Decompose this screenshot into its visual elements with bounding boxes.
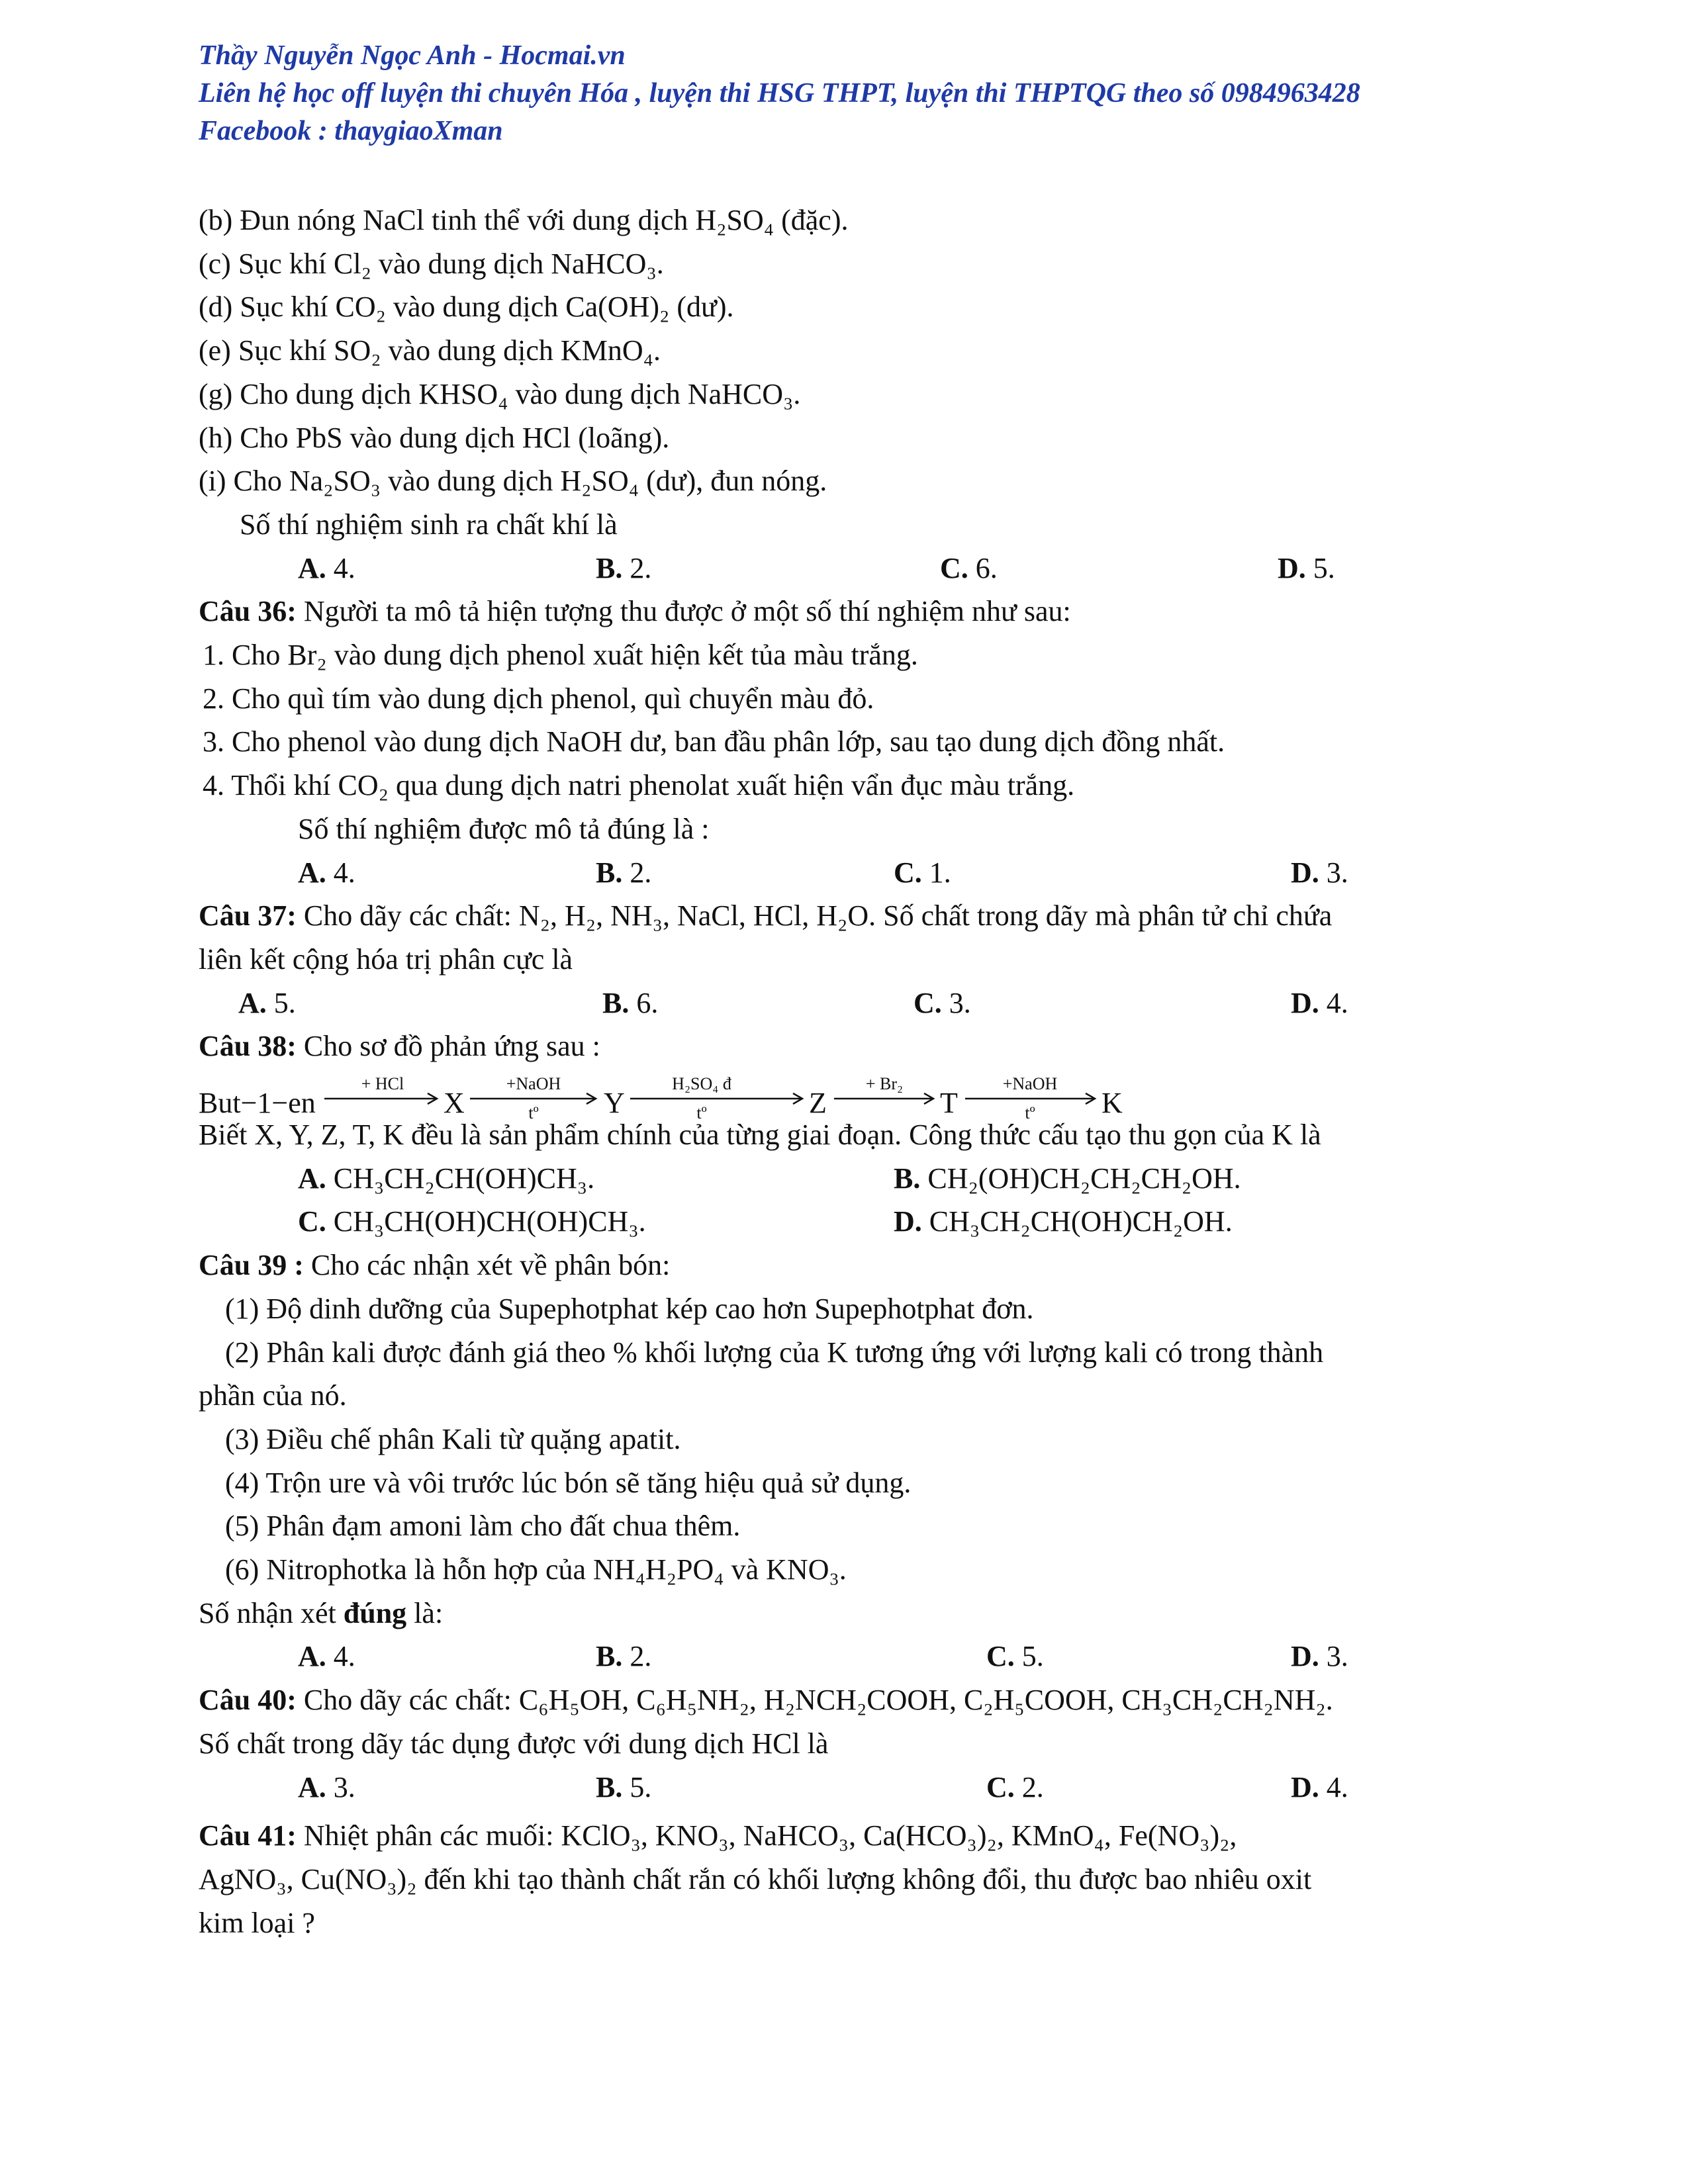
q36-item: 3. Cho phenol vào dung dịch NaOH dư, ban đầu phân lớp, sau tạo dung dịch đồng nhất. [203,725,1225,758]
q35-options [199,547,1516,590]
option-c: C. 3. [914,986,971,1019]
option-d: D. 3. [1291,856,1348,889]
q36-item: 4. Thổi khí CO₂ qua dung dịch natri phenolat xuất hiện vẩn đục màu trắng. [203,769,1075,802]
page-header [199,37,1562,150]
q36-stem: Câu 36: Người ta mô tả hiện tượng thu được ở một số thí nghiệm như sau: [199,595,1071,628]
q36-item: 1. Cho Br₂ vào dung dịch phenol xuất hiện kết tủa màu trắng. [203,639,918,672]
q39-item: (6) Nitrophotka là hỗn hợp của NH₄H₂PO₄ và KNO₃. [225,1553,847,1586]
option-c: C. 5. [986,1640,1044,1673]
q38-stem: Câu 38: Cho sơ đồ phản ứng sau : [199,1030,600,1063]
q35-item: (h) Cho PbS vào dung dịch HCl (loãng). [199,421,670,454]
reaction-arrow [833,1068,939,1121]
option-b: B. 5. [596,1770,652,1803]
q39-item: (2) Phân kali được đánh giá theo % khối lượng của K tương ứng với lượng kali có trong thành [225,1336,1324,1369]
q37-options [199,981,1516,1025]
species-y: Y [604,1087,625,1120]
q41-stem-end: kim loại ? [199,1906,315,1939]
option-c: C. 2. [986,1770,1044,1803]
species-k: K [1102,1087,1123,1120]
q40-stem-cont: Số chất trong dãy tác dụng được với dung dịch HCl là [199,1727,829,1760]
q39-item: (4) Trộn ure và vôi trước lúc bón sẽ tăng hiệu quả sử dụng. [225,1466,912,1499]
option-d: D. CH₃CH₂CH(OH)CH₂OH. [894,1205,1233,1238]
arrow-condition: tº [1025,1103,1035,1122]
option-c: C. 6. [940,551,998,584]
option-b: B. 6. [602,986,659,1019]
q35-item: (d) Sục khí CO₂ vào dung dịch Ca(OH)₂ (dư). [199,291,734,324]
document-body [199,199,1516,1944]
arrow-reagent: + HCl [361,1074,404,1094]
q40-stem: Câu 40: Cho dãy các chất: C₆H₅OH, C₆H₅NH₂, H₂NCH₂COOH, C₂H₅COOH, CH₃CH₂CH₂NH₂. [199,1684,1333,1717]
species-z: Z [809,1087,827,1120]
q35-question: Số thí nghiệm sinh ra chất khí là [240,508,618,541]
reaction-arrow [964,1068,1100,1121]
q39-question: Số nhận xét đúng là: [199,1596,444,1629]
q39-item: (5) Phân đạm amoni làm cho đất chua thêm. [225,1510,741,1543]
option-a: A. 4. [298,856,355,889]
q36-question: Số thí nghiệm được mô tả đúng là : [298,812,710,845]
option-a: A. CH₃CH₂CH(OH)CH₃. [298,1161,595,1195]
arrow-condition: tº [696,1103,707,1122]
option-d: D. 4. [1291,1770,1348,1803]
q35-item: (i) Cho Na₂SO₃ vào dung dịch H₂SO₄ (dư), đun nóng. [199,465,827,498]
q41-stem: Câu 41: Nhiệt phân các muối: KClO₃, KNO₃, NaHCO₃, Ca(HCO₃)₂, KMnO₄, Fe(NO₃)₂, [199,1819,1237,1852]
q39-item: (1) Độ dinh dưỡng của Supephotphat kép cao hơn Supephotphat đơn. [225,1292,1034,1325]
q40-options [199,1766,1516,1809]
arrow-reagent: +NaOH [506,1074,561,1094]
q39-stem: Câu 39 : Cho các nhận xét về phân bón: [199,1249,671,1282]
option-d: D. 3. [1291,1640,1348,1673]
q39-item-cont: phần của nó. [199,1379,347,1412]
option-d: D. 5. [1278,551,1335,584]
q35-item: (g) Cho dung dịch KHSO₄ vào dung dịch NaHCO₃. [199,377,801,410]
option-c: C. 1. [894,856,951,889]
reaction-arrow [629,1068,808,1121]
species-t: T [940,1087,958,1120]
arrow-reagent: +NaOH [1002,1074,1058,1094]
header-contact: Liên hệ học off luyện thi chuyên Hóa , luyện thi HSG THPT, luyện thi THPTQG theo số 0984963428 [199,78,1360,109]
q41-stem-cont: AgNO₃, Cu(NO₃)₂ đến khi tạo thành chất rắn có khối lượng không đổi, thu được bao nhiêu oxit [199,1862,1312,1895]
arrow-condition: tº [528,1103,539,1122]
q35-item: (c) Sục khí Cl₂ vào dung dịch NaHCO₃. [199,247,664,280]
q37-stem: Câu 37: Cho dãy các chất: N₂, H₂, NH₃, NaCl, HCl, H₂O. Số chất trong dãy mà phân tử chỉ chứa [199,899,1333,933]
q39-options [199,1635,1516,1678]
option-d: D. 4. [1291,986,1348,1019]
option-b: B. 2. [596,1640,652,1673]
q35-item: (b) Đun nóng NaCl tinh thể với dung dịch H₂SO₄ (đặc). [199,204,849,236]
q38-options-row2 [199,1200,1516,1244]
q36-item: 2. Cho quì tím vào dung dịch phenol, quì chuyển màu đỏ. [203,682,874,715]
option-a: A. 3. [298,1770,355,1803]
arrow-reagent: H₂SO₄ đ [672,1074,731,1094]
reaction-scheme [199,1068,1516,1121]
option-a: A. 4. [298,1640,355,1673]
option-b: B. 2. [596,551,652,584]
arrow-reagent: + Br₂ [865,1074,904,1094]
q38-options-row1 [199,1157,1516,1201]
q38-question: Biết X, Y, Z, T, K đều là sản phẩm chính của từng giai đoạn. Công thức cấu tạo thu gọn của K là [199,1118,1321,1152]
reaction-arrow [323,1068,442,1121]
species-but-1-en: But−1−en [199,1087,316,1120]
option-a: A. 5. [238,986,296,1019]
q37-stem-cont: liên kết cộng hóa trị phân cực là [199,942,573,976]
header-author: Thầy Nguyễn Ngọc Anh - Hocmai.vn [199,40,626,71]
reaction-arrow [469,1068,601,1121]
q39-item: (3) Điều chế phân Kali từ quặng apatit. [225,1422,681,1455]
species-x: X [444,1087,465,1120]
header-facebook: Facebook : thaygiaoXman [199,116,503,146]
q36-options [199,851,1516,895]
option-b: B. CH₂(OH)CH₂CH₂CH₂OH. [894,1161,1241,1195]
option-c: C. CH₃CH(OH)CH(OH)CH₃. [298,1205,646,1238]
q35-item: (e) Sục khí SO₂ vào dung dịch KMnO₄. [199,334,661,367]
option-b: B. 2. [596,856,652,889]
option-a: A. 4. [298,551,355,584]
